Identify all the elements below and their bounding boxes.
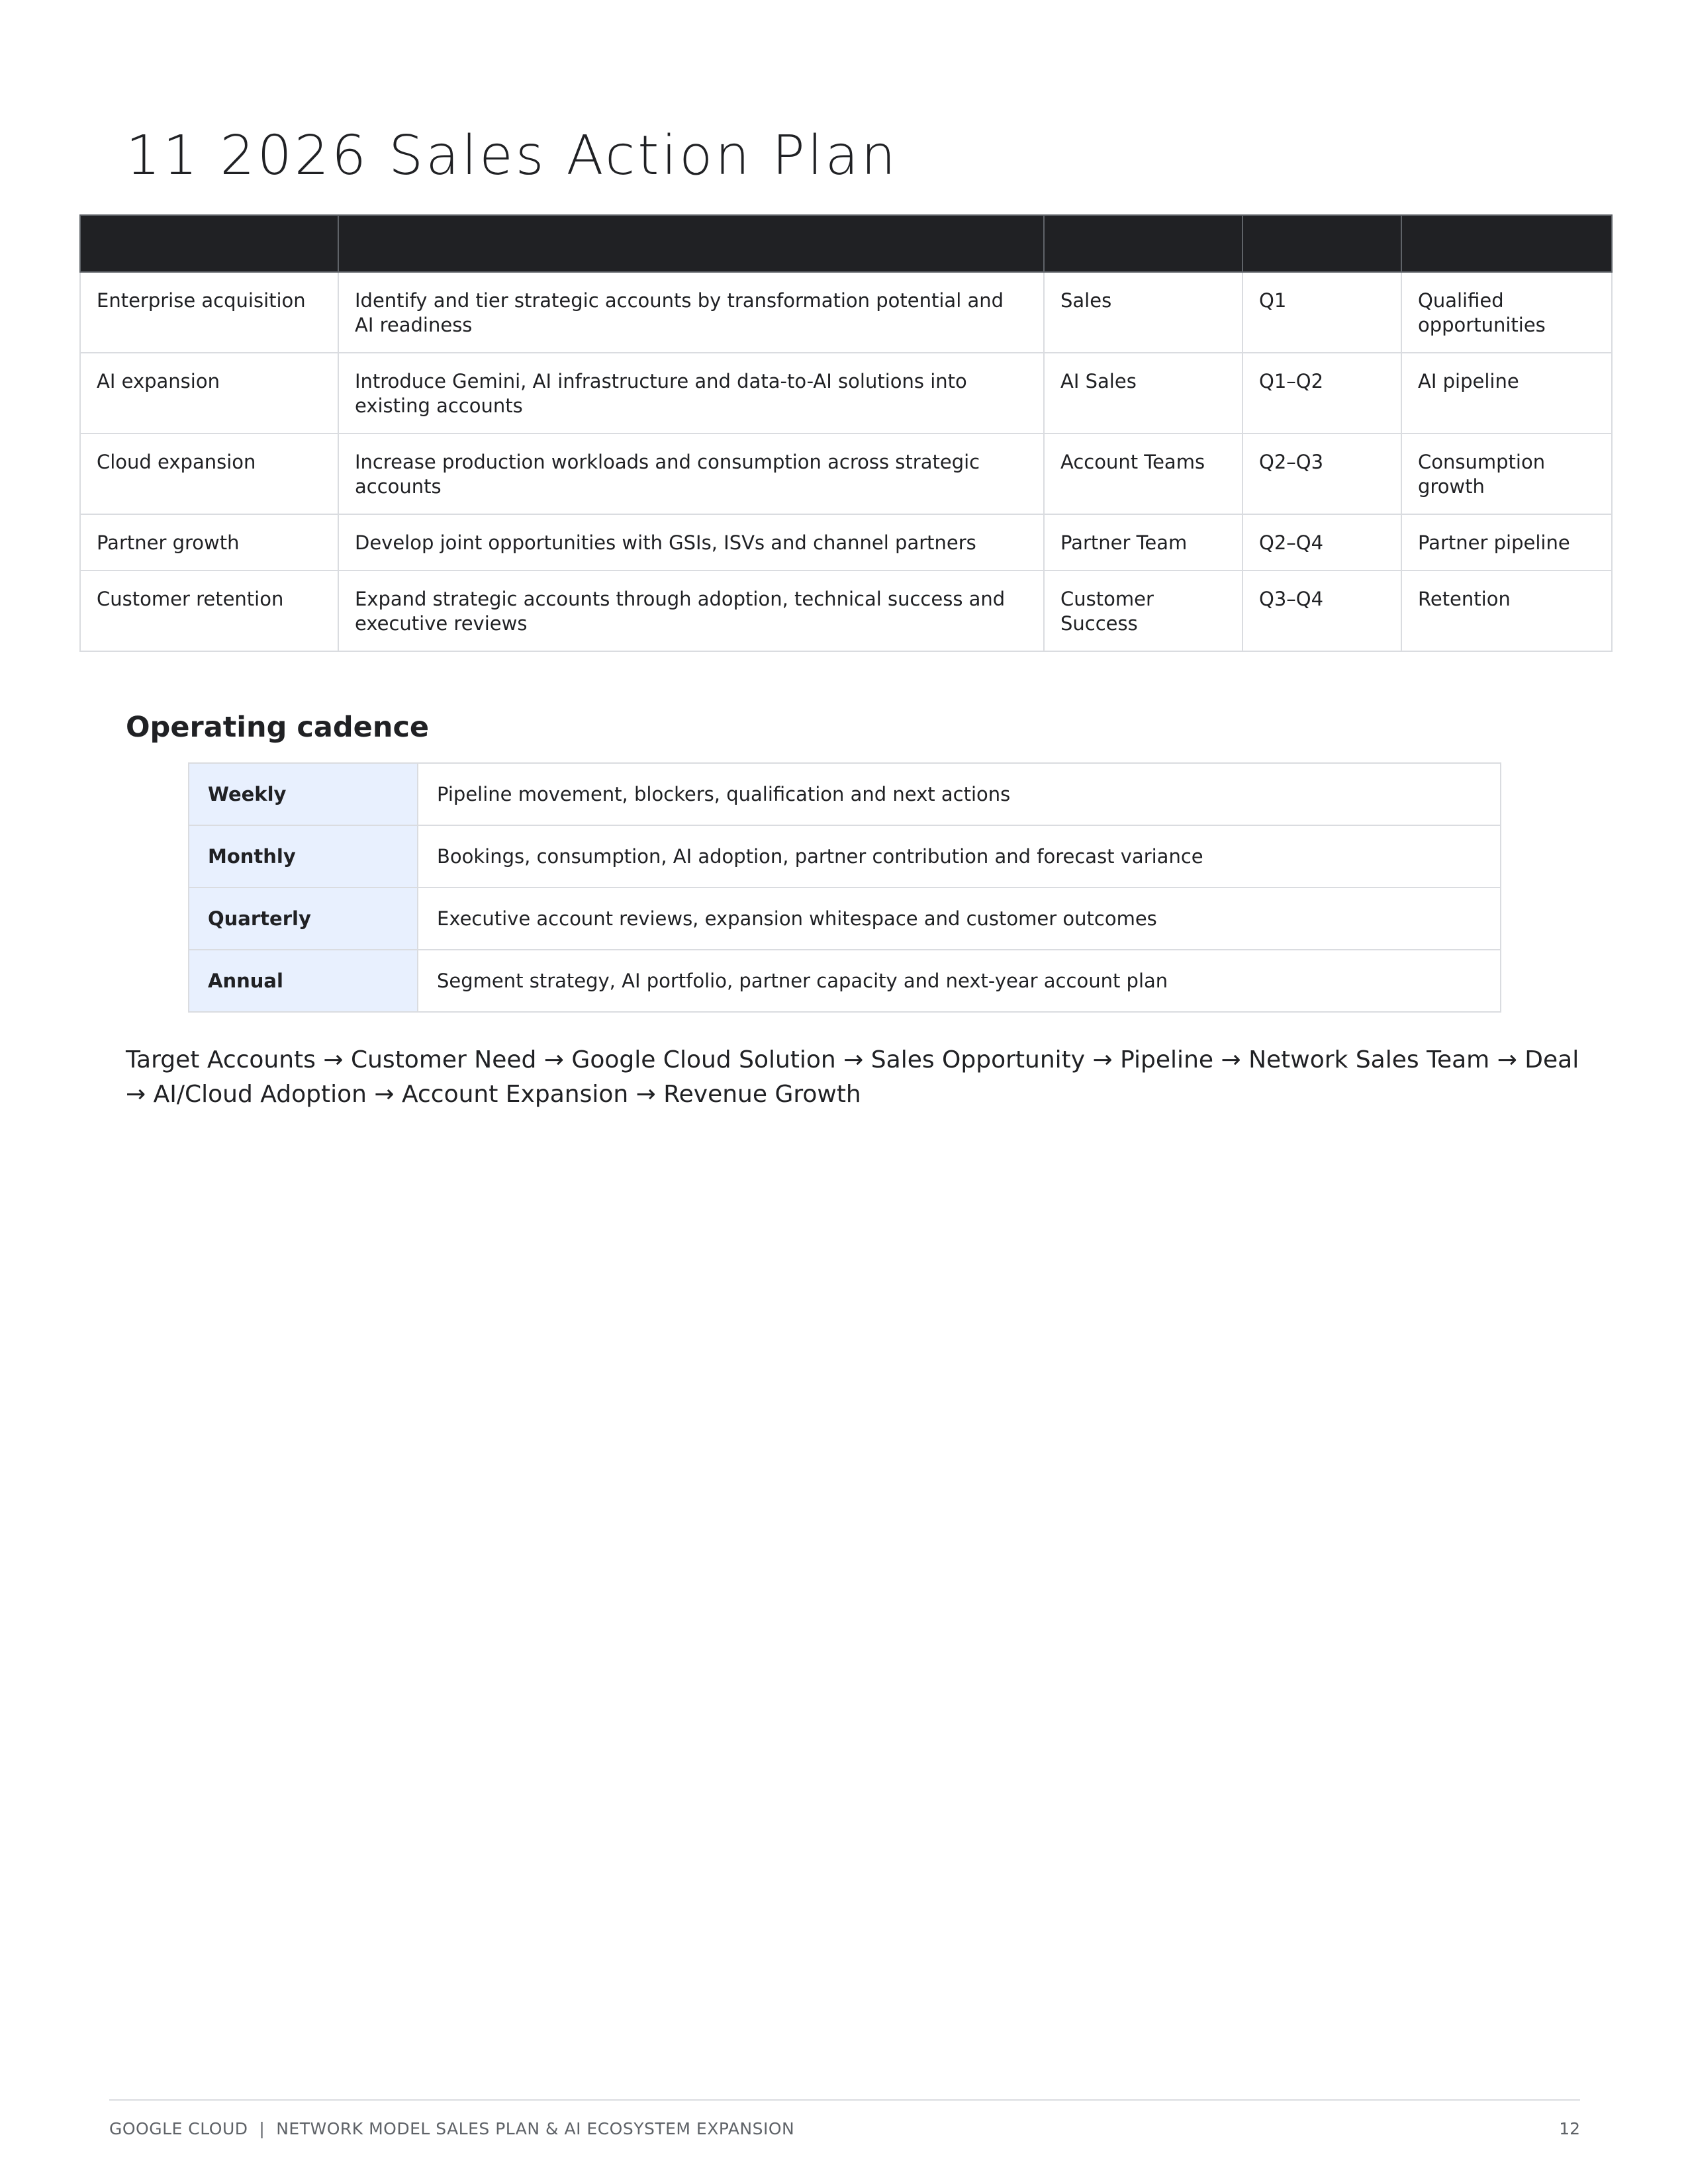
- table-header-cell: [338, 215, 1044, 272]
- table-row: [80, 353, 1612, 433]
- timing-cell: Q1–Q2: [1243, 353, 1401, 433]
- operating-cadence-table: [188, 762, 1501, 1013]
- action-cell: Increase production workloads and consumption across strategic accounts: [338, 433, 1044, 514]
- footer-text: GOOGLE CLOUD | NETWORK MODEL SALES PLAN & AI ECOSYSTEM EXPANSION: [109, 2119, 795, 2138]
- sales-flow-text: Target Accounts → Customer Need → Google Cloud Solution → Sales Opportunity → Pipeline → Network Sales Team → Deal → AI/Cloud Adoption → Account Expansion → Revenue Growth: [126, 1046, 1579, 1108]
- table-header-cell: [80, 215, 338, 272]
- owner-cell: AI Sales: [1044, 353, 1243, 433]
- cadence-period: Monthly: [189, 825, 418, 887]
- cadence-row: [189, 825, 1501, 887]
- timing-cell: Q2–Q3: [1243, 433, 1401, 514]
- action-cell: Introduce Gemini, AI infrastructure and data-to-AI solutions into existing accounts: [338, 353, 1044, 433]
- owner-cell: Customer Success: [1044, 570, 1243, 651]
- outcome-cell: Consumption growth: [1401, 433, 1612, 514]
- cadence-period: Quarterly: [189, 887, 418, 950]
- timing-cell: Q2–Q4: [1243, 514, 1401, 570]
- table-row: [80, 514, 1612, 570]
- action-cell: Develop joint opportunities with GSIs, ISVs and channel partners: [338, 514, 1044, 570]
- table-header-cell: [1243, 215, 1401, 272]
- table-row: [80, 272, 1612, 353]
- initiative-cell: Partner growth: [80, 514, 338, 570]
- cadence-description: Pipeline movement, blockers, qualification and next actions: [418, 763, 1501, 825]
- table-header-cell: [1401, 215, 1612, 272]
- outcome-cell: Qualified opportunities: [1401, 272, 1612, 353]
- owner-cell: Account Teams: [1044, 433, 1243, 514]
- outcome-cell: Partner pipeline: [1401, 514, 1612, 570]
- page-number: 12: [1559, 2119, 1580, 2138]
- outcome-cell: AI pipeline: [1401, 353, 1612, 433]
- cadence-description: Executive account reviews, expansion whitespace and customer outcomes: [418, 887, 1501, 950]
- action-cell: Expand strategic accounts through adoption, technical success and executive reviews: [338, 570, 1044, 651]
- cadence-description: Bookings, consumption, AI adoption, partner contribution and forecast variance: [418, 825, 1501, 887]
- footer-divider: [109, 2099, 1580, 2101]
- initiative-cell: Cloud expansion: [80, 433, 338, 514]
- action-cell: Identify and tier strategic accounts by transformation potential and AI readiness: [338, 272, 1044, 353]
- cadence-row: [189, 763, 1501, 825]
- cadence-period: Weekly: [189, 763, 418, 825]
- owner-cell: Sales: [1044, 272, 1243, 353]
- initiative-cell: Customer retention: [80, 570, 338, 651]
- cadence-row: [189, 887, 1501, 950]
- initiative-cell: Enterprise acquisition: [80, 272, 338, 353]
- table-row: [80, 570, 1612, 651]
- timing-cell: Q3–Q4: [1243, 570, 1401, 651]
- outcome-cell: Retention: [1401, 570, 1612, 651]
- table-row: [80, 433, 1612, 514]
- cadence-row: [189, 950, 1501, 1012]
- page-title: 11 2026 Sales Action Plan: [126, 124, 898, 187]
- cadence-description: Segment strategy, AI portfolio, partner capacity and next-year account plan: [418, 950, 1501, 1012]
- operating-cadence-heading: Operating cadence: [126, 711, 430, 744]
- initiative-cell: AI expansion: [80, 353, 338, 433]
- timing-cell: Q1: [1243, 272, 1401, 353]
- table-header-row: [80, 215, 1612, 272]
- owner-cell: Partner Team: [1044, 514, 1243, 570]
- sales-action-plan-table: [79, 214, 1613, 652]
- cadence-period: Annual: [189, 950, 418, 1012]
- table-header-cell: [1044, 215, 1243, 272]
